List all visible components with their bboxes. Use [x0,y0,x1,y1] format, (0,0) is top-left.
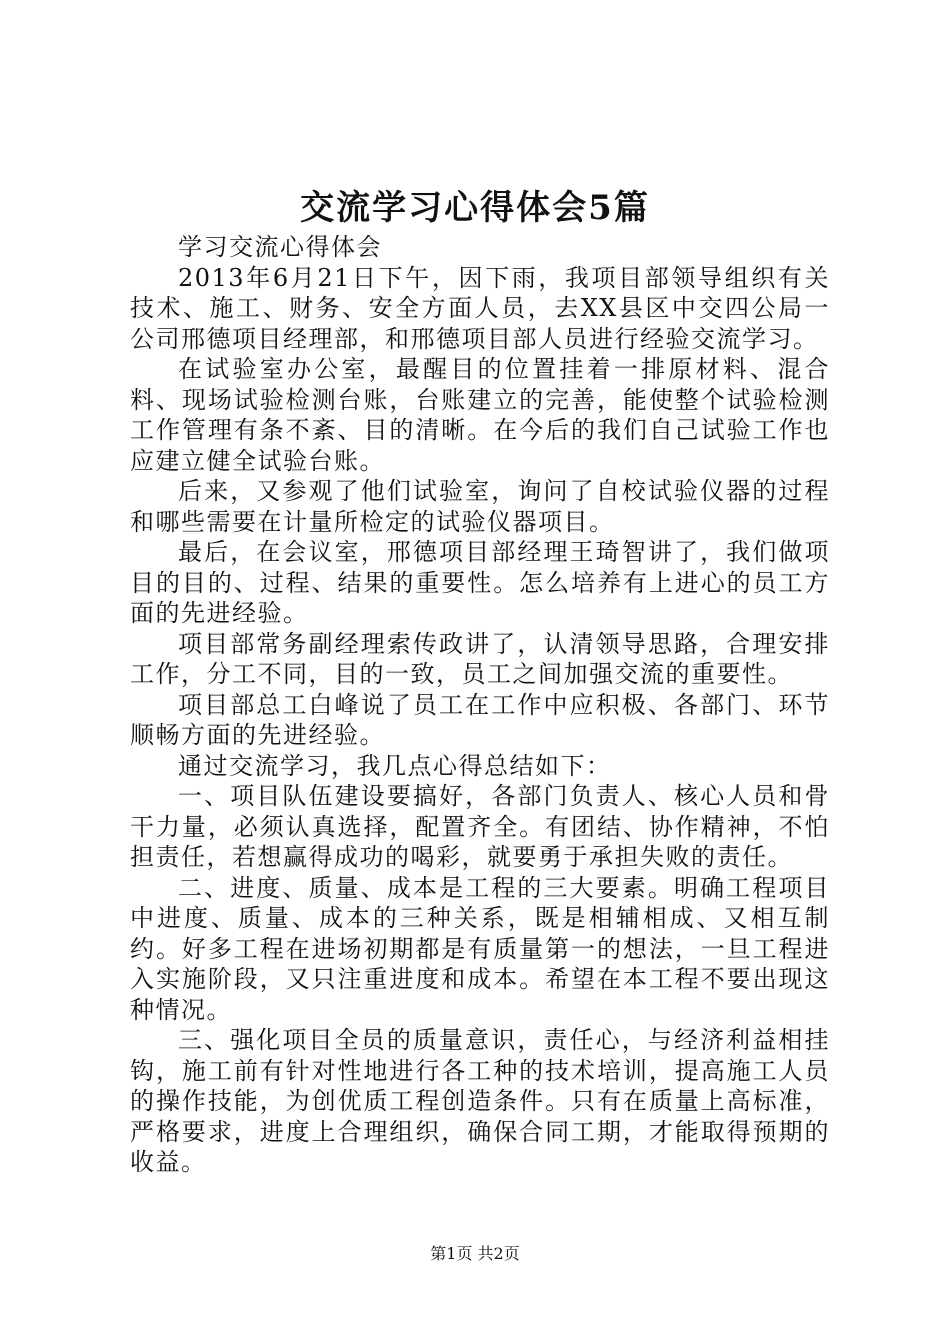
paragraph: 2013年6月21日下午，因下雨，我项目部领导组织有关技术、施工、财务、安全方面人员，去XX县区中交四公局一公司邢德项目经理部，和邢德项目部人员进行经验交流学习。 [130,263,830,353]
page-footer: 第1页 共2页 [430,1244,520,1263]
document-title: 交流学习心得体会5篇 [300,188,650,228]
document-body [130,232,830,1178]
paragraph-heading: 学习交流心得体会 [178,233,382,261]
paragraph: 二、进度、质量、成本是工程的三大要素。明确工程项目中进度、质量、成本的三种关系，既是相辅相成、又相互制约。好多工程在进场初期都是有质量第一的想法，一旦工程进入实施阶段，又只注重进度和成本。希望在本工程不要出现这种情况。 [130,873,830,1024]
paragraph: 在试验室办公室，最醒目的位置挂着一排原材料、混合料、现场试验检测台账，台账建立的完善，能使整个试验检测工作管理有条不紊、目的清晰。在今后的我们自己试验工作也应建立健全试验台账。 [130,355,830,475]
paragraph: 后来，又参观了他们试验室，询问了自校试验仪器的过程和哪些需要在计量所检定的试验仪器项目。 [130,477,830,536]
paragraph: 项目部总工白峰说了员工在工作中应积极、各部门、环节顺畅方面的先进经验。 [130,690,830,749]
paragraph: 通过交流学习，我几点心得总结如下： [178,751,612,780]
paragraph: 一、项目队伍建设要搞好，各部门负责人、核心人员和骨干力量，必须认真选择，配置齐全。有团结、协作精神，不怕担责任，若想赢得成功的喝彩，就要勇于承担失败的责任。 [130,782,830,871]
paragraph: 项目部常务副经理索传政讲了，认清领导思路，合理安排工作，分工不同，目的一致，员工之间加强交流的重要性。 [130,629,830,688]
paragraph: 最后，在会议室，邢德项目部经理王琦智讲了，我们做项目的目的、过程、结果的重要性。怎么培养有上进心的员工方面的先进经验。 [130,538,830,627]
paragraph: 三、强化项目全员的质量意识，责任心，与经济利益相挂钩，施工前有针对性地进行各工种的技术培训，提高施工人员的操作技能，为创优质工程创造条件。只有在质量上高标准，严格要求，进度上合理组织，确保合同工期，才能取得预期的收益。 [130,1026,830,1176]
